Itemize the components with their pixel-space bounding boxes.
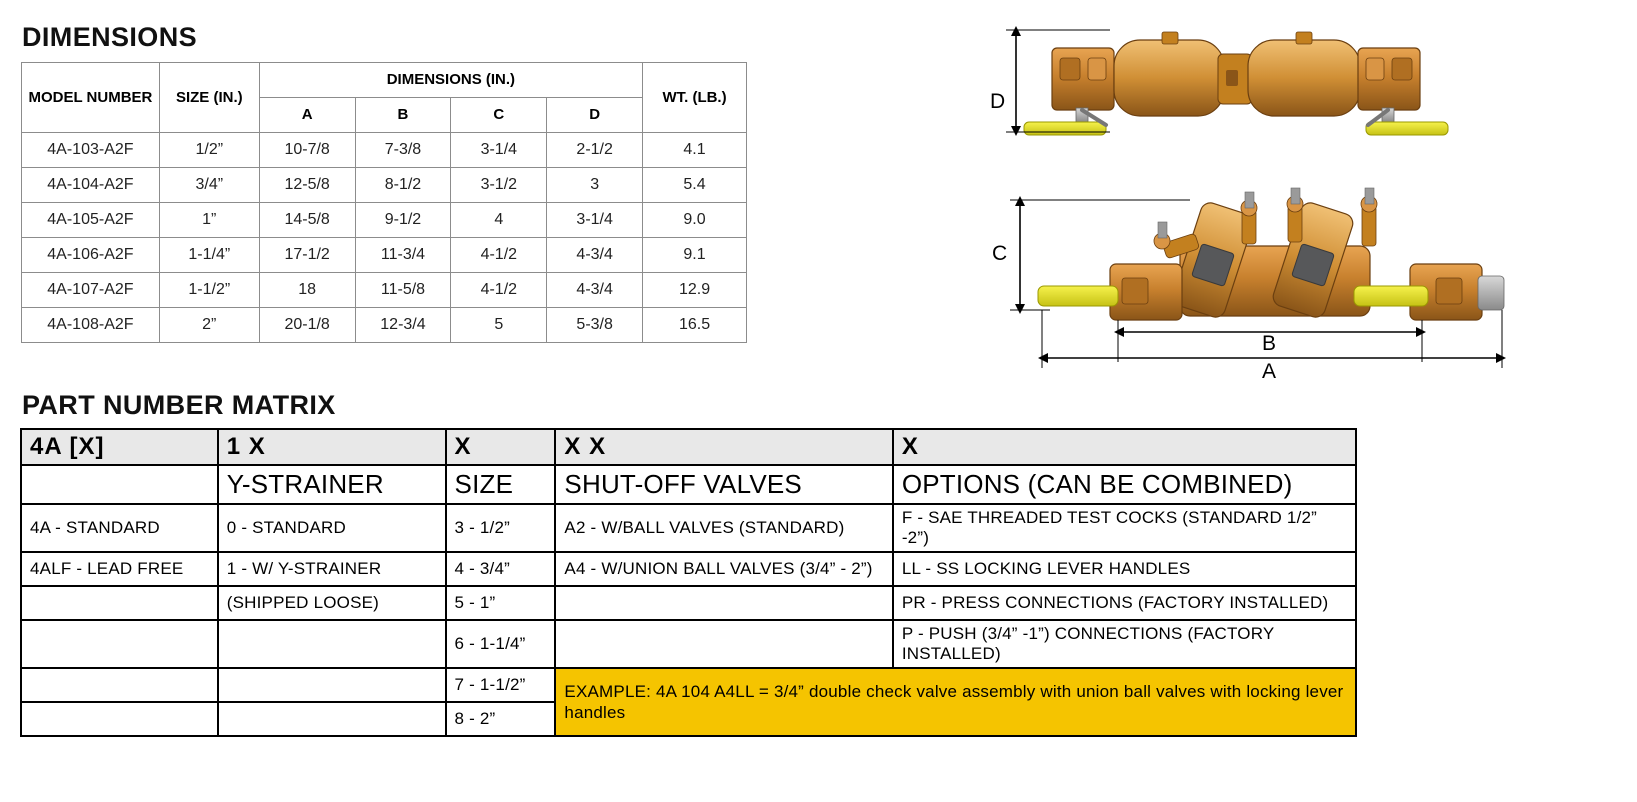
cell-strainer: 1 - W/ Y-STRAINER bbox=[218, 552, 446, 586]
cell-options: P - PUSH (3/4” -1”) CONNECTIONS (FACTORY INSTALLED) bbox=[893, 620, 1356, 668]
cell-shutoff: A2 - W/BALL VALVES (STANDARD) bbox=[555, 504, 892, 552]
side-view-assembly bbox=[1038, 188, 1504, 320]
cell-weight: 9.0 bbox=[643, 203, 747, 238]
cell-d: 3-1/4 bbox=[547, 203, 643, 238]
cell-b: 7-3/8 bbox=[355, 133, 451, 168]
table-row bbox=[22, 203, 747, 238]
matrix-code-5: X bbox=[893, 429, 1356, 465]
cell-size: 1-1/4” bbox=[159, 238, 259, 273]
cell-b: 12-3/4 bbox=[355, 308, 451, 343]
col-header-model: MODEL NUMBER bbox=[22, 63, 160, 133]
cell-options: PR - PRESS CONNECTIONS (FACTORY INSTALLED) bbox=[893, 586, 1356, 620]
cell-d: 3 bbox=[547, 168, 643, 203]
cell-base-code bbox=[21, 668, 218, 702]
part-number-matrix-heading: PART NUMBER MATRIX bbox=[22, 390, 336, 420]
cell-weight: 12.9 bbox=[643, 273, 747, 308]
table-row bbox=[21, 668, 1356, 702]
col-header-d: D bbox=[547, 98, 643, 133]
cell-c: 4-1/2 bbox=[451, 238, 547, 273]
matrix-code-header-row bbox=[21, 429, 1356, 465]
product-illustration bbox=[990, 10, 1590, 390]
cell-base-code: 4ALF - LEAD FREE bbox=[21, 552, 218, 586]
cell-d: 2-1/2 bbox=[547, 133, 643, 168]
cell-d: 5-3/8 bbox=[547, 308, 643, 343]
cell-d: 4-3/4 bbox=[547, 238, 643, 273]
table-row bbox=[21, 552, 1356, 586]
cell-size: 1-1/2” bbox=[159, 273, 259, 308]
cell-base-code bbox=[21, 620, 218, 668]
dimension-label-b: B bbox=[1262, 332, 1277, 355]
col-header-weight: WT. (LB.) bbox=[643, 63, 747, 133]
cell-strainer: 0 - STANDARD bbox=[218, 504, 446, 552]
cell-c: 4 bbox=[451, 203, 547, 238]
top-view-assembly bbox=[1024, 32, 1448, 135]
table-row bbox=[21, 620, 1356, 668]
cell-weight: 5.4 bbox=[643, 168, 747, 203]
cell-c: 3-1/2 bbox=[451, 168, 547, 203]
cell-strainer bbox=[218, 668, 446, 702]
dimensions-table-body bbox=[22, 133, 747, 343]
cell-a: 10-7/8 bbox=[259, 133, 355, 168]
cell-model: 4A-106-A2F bbox=[22, 238, 160, 273]
dimensions-heading: DIMENSIONS bbox=[22, 22, 198, 52]
cell-model: 4A-103-A2F bbox=[22, 133, 160, 168]
cell-base-code bbox=[21, 702, 218, 736]
cell-size: 3 - 1/2” bbox=[446, 504, 556, 552]
matrix-title-5: OPTIONS (CAN BE COMBINED) bbox=[893, 465, 1356, 504]
cell-shutoff: A4 - W/UNION BALL VALVES (3/4” - 2”) bbox=[555, 552, 892, 586]
cell-weight: 16.5 bbox=[643, 308, 747, 343]
dimension-label-d: D bbox=[990, 90, 1006, 113]
cell-size: 4 - 3/4” bbox=[446, 552, 556, 586]
cell-c: 4-1/2 bbox=[451, 273, 547, 308]
cell-c: 3-1/4 bbox=[451, 133, 547, 168]
cell-weight: 4.1 bbox=[643, 133, 747, 168]
cell-c: 5 bbox=[451, 308, 547, 343]
cell-options: LL - SS LOCKING LEVER HANDLES bbox=[893, 552, 1356, 586]
matrix-code-3: X bbox=[446, 429, 556, 465]
cell-size: 2” bbox=[159, 308, 259, 343]
table-row bbox=[21, 504, 1356, 552]
cell-model: 4A-107-A2F bbox=[22, 273, 160, 308]
table-row bbox=[22, 308, 747, 343]
cell-base-code: 4A - STANDARD bbox=[21, 504, 218, 552]
cell-a: 18 bbox=[259, 273, 355, 308]
cell-model: 4A-104-A2F bbox=[22, 168, 160, 203]
cell-b: 11-5/8 bbox=[355, 273, 451, 308]
col-header-a: A bbox=[259, 98, 355, 133]
col-header-dimensions-group: DIMENSIONS (IN.) bbox=[259, 63, 642, 98]
example-note: EXAMPLE: 4A 104 A4LL = 3/4” double check valve assembly with union ball valves with locking lever handles bbox=[555, 668, 1356, 736]
matrix-code-2: 1 X bbox=[218, 429, 446, 465]
table-row bbox=[22, 168, 747, 203]
cell-a: 17-1/2 bbox=[259, 238, 355, 273]
cell-strainer bbox=[218, 702, 446, 736]
dimensions-table bbox=[21, 62, 747, 343]
cell-b: 8-1/2 bbox=[355, 168, 451, 203]
cell-model: 4A-108-A2F bbox=[22, 308, 160, 343]
cell-base-code bbox=[21, 586, 218, 620]
cell-strainer: (SHIPPED LOOSE) bbox=[218, 586, 446, 620]
cell-shutoff bbox=[555, 586, 892, 620]
cell-size: 6 - 1-1/4” bbox=[446, 620, 556, 668]
matrix-code-1: 4A [X] bbox=[21, 429, 218, 465]
double-check-valve-assembly-drawing bbox=[990, 10, 1590, 390]
table-row bbox=[22, 133, 747, 168]
col-header-size: SIZE (IN.) bbox=[159, 63, 259, 133]
cell-options: F - SAE THREADED TEST COCKS (STANDARD 1/2” -2”) bbox=[893, 504, 1356, 552]
cell-strainer bbox=[218, 620, 446, 668]
table-row bbox=[21, 586, 1356, 620]
col-header-c: C bbox=[451, 98, 547, 133]
cell-b: 11-3/4 bbox=[355, 238, 451, 273]
cell-d: 4-3/4 bbox=[547, 273, 643, 308]
col-header-b: B bbox=[355, 98, 451, 133]
part-number-matrix-table bbox=[20, 428, 1357, 737]
matrix-title-3: SIZE bbox=[446, 465, 556, 504]
cell-a: 14-5/8 bbox=[259, 203, 355, 238]
cell-size: 7 - 1-1/2” bbox=[446, 668, 556, 702]
cell-shutoff bbox=[555, 620, 892, 668]
cell-weight: 9.1 bbox=[643, 238, 747, 273]
matrix-title-2: Y-STRAINER bbox=[218, 465, 446, 504]
dimensions-table-header bbox=[22, 63, 747, 133]
matrix-code-4: X X bbox=[555, 429, 892, 465]
table-row bbox=[22, 238, 747, 273]
cell-b: 9-1/2 bbox=[355, 203, 451, 238]
cell-a: 12-5/8 bbox=[259, 168, 355, 203]
cell-size: 1/2” bbox=[159, 133, 259, 168]
cell-a: 20-1/8 bbox=[259, 308, 355, 343]
cell-size: 5 - 1” bbox=[446, 586, 556, 620]
table-row bbox=[22, 273, 747, 308]
matrix-title-row bbox=[21, 465, 1356, 504]
matrix-title-4: SHUT-OFF VALVES bbox=[555, 465, 892, 504]
dimension-label-a: A bbox=[1262, 360, 1277, 383]
cell-model: 4A-105-A2F bbox=[22, 203, 160, 238]
matrix-title-1 bbox=[21, 465, 218, 504]
dimension-label-c: C bbox=[992, 242, 1008, 265]
cell-size: 1” bbox=[159, 203, 259, 238]
cell-size: 8 - 2” bbox=[446, 702, 556, 736]
cell-size: 3/4” bbox=[159, 168, 259, 203]
